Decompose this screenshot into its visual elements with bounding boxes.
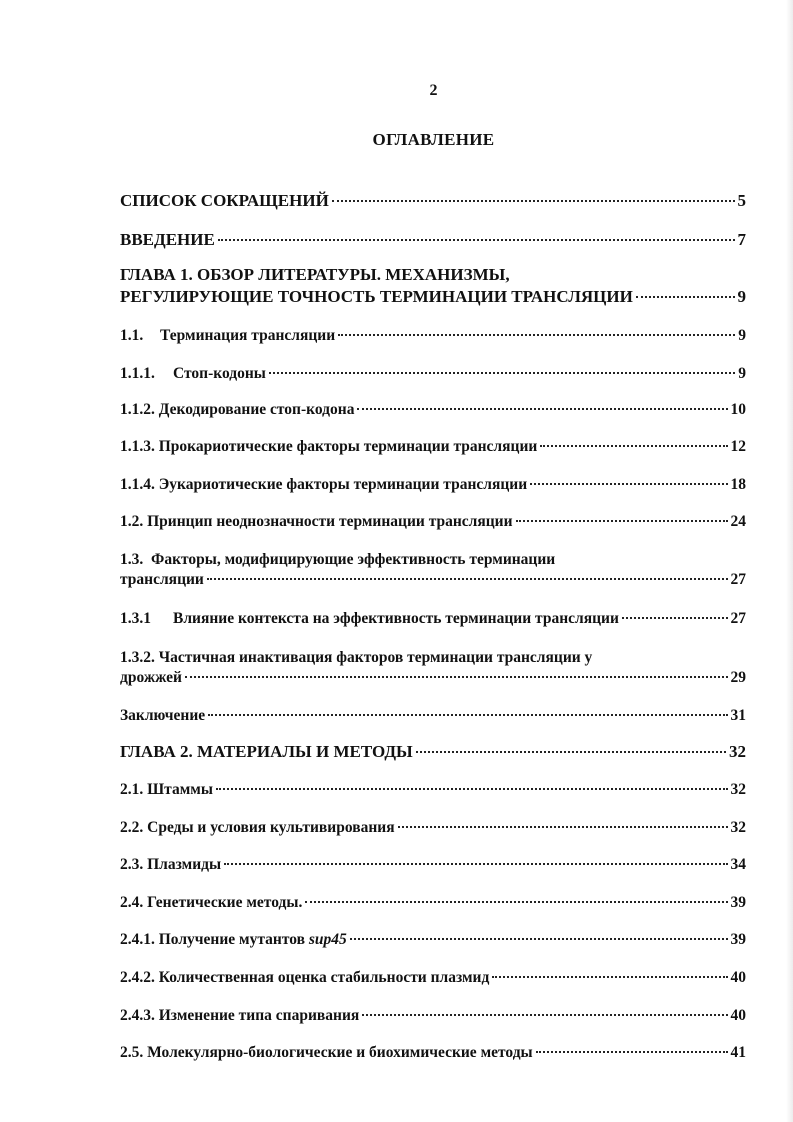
toc-leader-dots [536,1051,728,1053]
toc-entry-text: ГЛАВА 2. МАТЕРИАЛЫ И МЕТОДЫ [120,742,413,761]
toc-leader-dots [185,676,728,678]
toc-entry-chapter-2[interactable] [120,741,746,763]
toc-entry-2-4-3[interactable] [120,1006,746,1026]
toc-entry-italic-text: sup45 [308,931,347,948]
toc-entry-text: РЕГУЛИРУЮЩИЕ ТОЧНОСТЬ ТЕРМИНАЦИИ ТРАНСЛЯЦИИ [120,287,633,306]
toc-leader-dots [224,863,727,865]
toc-entry-page: 7 [737,230,746,249]
toc-entry-page: 27 [730,610,746,627]
toc-entry-text: 2.5. Молекулярно-биологические и биохимические методы [120,1044,533,1061]
toc-entry-page: 41 [730,1044,746,1061]
scan-edge-shadow [786,0,793,1122]
toc-entry-2-4[interactable] [120,893,746,913]
toc-entry-1-1-4[interactable] [120,475,746,495]
toc-leader-dots [218,239,735,241]
toc-leader-dots [540,445,727,447]
toc-leader-dots [350,938,728,940]
toc-leader-dots [398,826,728,828]
toc-entry-page: 9 [737,287,746,306]
toc-leader-dots [332,200,735,202]
toc-entry-list-of-abbreviations[interactable] [120,190,746,212]
toc-entry-page: 32 [729,742,746,761]
toc-entry-1-1-1[interactable] [120,364,746,384]
toc-entry-page: 24 [730,513,746,530]
toc-entry-chapter-1[interactable] [120,264,746,308]
toc-entry-page: 9 [738,365,746,382]
page-number: 2 [429,82,438,99]
toc-entry-1-3[interactable] [120,550,746,590]
toc-entry-conclusion[interactable] [120,706,746,726]
toc-entry-1-3-2[interactable] [120,648,746,688]
toc-entry-page: 39 [730,894,746,911]
toc-leader-dots [269,372,735,374]
toc-entry-number: 1.1.1. [120,365,155,382]
toc-entry-page: 32 [730,781,746,798]
toc-leader-dots [357,408,727,410]
toc-leader-dots [338,334,735,336]
toc-entry-1-1-2[interactable] [120,400,746,420]
toc-entry-text-line1: ГЛАВА 1. ОБЗОР ЛИТЕРАТУРЫ. МЕХАНИЗМЫ, [120,265,510,284]
toc-entry-page: 27 [730,571,746,588]
toc-entry-text: Стоп-кодоны [173,365,266,382]
toc-entry-text: 2.4.2. Количественная оценка стабильности плазмид [120,969,490,986]
toc-entry-text: 1.1.2. Декодирование стоп-кодона [120,401,355,418]
toc-entry-page: 18 [730,476,746,493]
toc-entry-text: Терминация трансляции [160,327,336,344]
toc-entry-text: 1.1.4. Эукариотические факторы терминации трансляции [120,476,528,493]
toc-entry-introduction[interactable] [120,229,746,251]
toc-entry-text: 1.1.3. Прокариотические факторы терминации трансляции [120,438,538,455]
toc-entry-2-3[interactable] [120,855,746,875]
toc-entry-number: 1.1. [120,327,144,344]
toc-leader-dots [516,520,728,522]
toc-entry-text: 2.4. Генетические методы. [120,894,303,911]
toc-entry-number: 1.3.1 [120,610,151,627]
toc-leader-dots [636,296,735,298]
toc-entry-text: ВВЕДЕНИЕ [120,230,215,249]
toc-leader-dots [216,788,728,790]
toc-entry-page: 40 [730,1007,746,1024]
toc-entry-1-1[interactable] [120,326,746,346]
toc-entry-page: 31 [730,707,746,724]
toc-entry-1-3-1[interactable] [120,609,746,629]
toc-entry-text: 2.3. Плазмиды [120,856,222,873]
toc-entry-2-1[interactable] [120,780,746,800]
toc-entry-page: 39 [730,931,746,948]
toc-entry-text: трансляции [120,571,204,588]
toc-leader-dots [207,578,728,580]
toc-entry-page: 9 [738,327,746,344]
toc-entry-text: Влияние контекста на эффективность терминации трансляции [173,610,619,627]
toc-entry-text: 1.2. Принцип неоднозначности терминации трансляции [120,513,513,530]
toc-entry-text-line1: 1.3. Факторы, модифицирующие эффективность терминации [120,551,556,568]
toc-leader-dots [622,617,728,619]
toc-entry-page: 29 [730,669,746,686]
toc-entry-text: 2.2. Среды и условия культивирования [120,819,395,836]
toc-entry-page: 12 [730,438,746,455]
toc-entry-text: 2.4.1. Получение мутантов [120,931,309,948]
toc-leader-dots [416,751,726,753]
toc-entry-page: 5 [737,191,746,210]
toc-entry-2-2[interactable] [120,818,746,838]
toc-leader-dots [305,901,727,903]
toc-entry-text: 2.4.3. Изменение типа спаривания [120,1007,360,1024]
toc-leader-dots [362,1014,727,1016]
toc-leader-dots [208,714,727,716]
toc-entry-2-5[interactable] [120,1043,746,1063]
toc-entry-page: 10 [730,401,746,418]
toc-entry-text-line1: 1.3.2. Частичная инактивация факторов терминации трансляции у [120,649,593,666]
toc-entry-text: СПИСОК СОКРАЩЕНИЙ [120,191,329,210]
toc-entry-text: дрожжей [120,669,182,686]
toc-entry-text: Заключение [120,707,206,724]
toc-entry-1-2[interactable] [120,512,746,532]
toc-entry-1-1-3[interactable] [120,437,746,457]
toc-entry-2-4-2[interactable] [120,968,746,988]
toc-entry-page: 32 [730,819,746,836]
toc-leader-dots [530,483,727,485]
toc-entry-page: 34 [730,856,746,873]
toc-entry-2-4-1[interactable] [120,930,746,950]
toc-entry-page: 40 [730,969,746,986]
toc-title: ОГЛАВЛЕНИЕ [372,130,495,149]
toc-leader-dots [492,976,727,978]
toc-entry-text: 2.1. Штаммы [120,781,213,798]
